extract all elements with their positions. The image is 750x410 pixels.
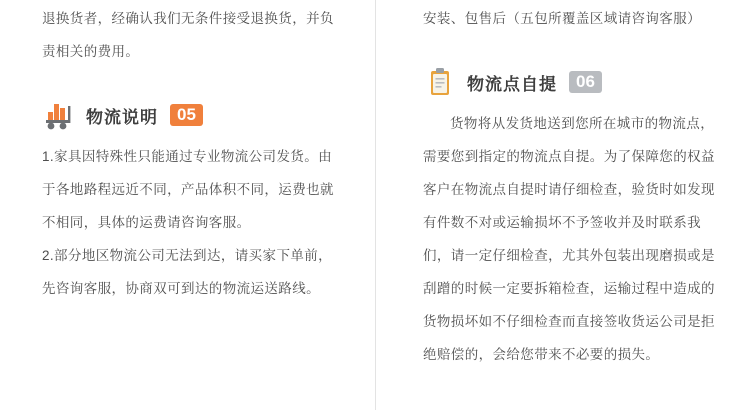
- forklift-icon: [42, 98, 76, 132]
- pickup-section-number: 06: [569, 71, 602, 93]
- logistics-paragraph-2: 2.部分地区物流公司无法到达，请买家下单前，先咨询客服，协商双可到达的物流运送路线。: [42, 248, 333, 296]
- pickup-section-title: 物流点自提: [467, 74, 557, 94]
- pickup-section-body: [423, 107, 720, 371]
- clipboard-icon: [423, 65, 457, 99]
- right-top-paragraph-text: 安装、包售后（五包所覆盖区域请咨询客服）: [423, 11, 701, 26]
- left-top-paragraph-text: 退换货者，经确认我们无条件接受退换货，并负责相关的费用。: [42, 11, 334, 59]
- logistics-section-number: 05: [170, 104, 203, 126]
- logistics-section-header: [42, 98, 345, 132]
- logistics-paragraph-1: 1.家具因特殊性只能通过专业物流公司发货。由于各地路程远近不同，产品体积不同，运费也就不相同，具体的运费请咨询客服。: [42, 149, 334, 230]
- pickup-section-header: [423, 65, 720, 99]
- logistics-section-title: 物流说明: [86, 107, 158, 127]
- right-column: [375, 0, 750, 410]
- pickup-paragraph-1: 货物将从发货地送到您所在城市的物流点，需要您到指定的物流点自提。为了保障您的权益客户在物流点自提时请仔细检查，验货时如发现有件数不对或运输损坏不予签收并及时联系我们，请一定仔细检查，尤其外包装出现磨损或是刮蹭的时候一定要拆箱检查，运输过程中造成的货物损坏如不仔细检查而直接签收货运公司是拒绝赔偿的，会给您带来不必要的损失。: [423, 116, 715, 362]
- left-top-paragraph: [42, 0, 345, 68]
- right-top-paragraph: [423, 0, 720, 35]
- logistics-section-body: [42, 140, 345, 305]
